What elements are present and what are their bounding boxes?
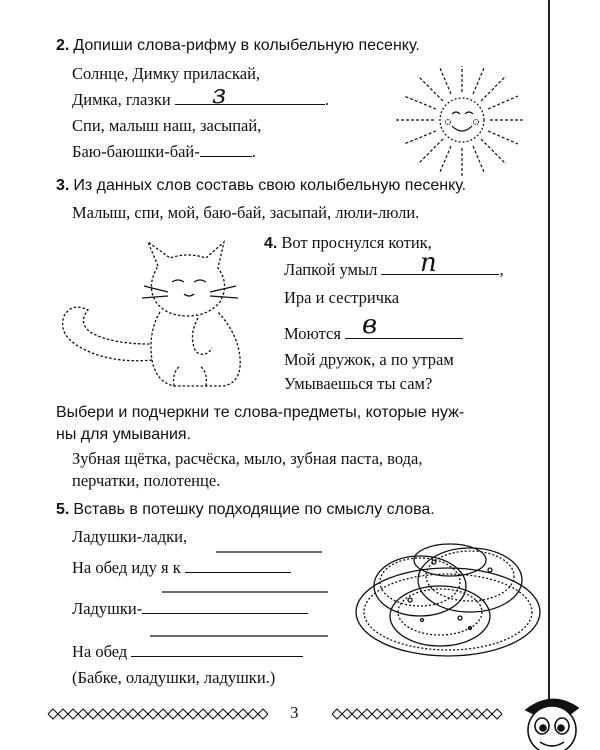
task-4-number: 4. (264, 235, 278, 252)
task-3-words: Малыш, спи, мой, баю-бай, засыпай, люли-люли. (72, 203, 420, 222)
task-5-line-3-text: Ладушки- (72, 599, 143, 618)
handwritten-letter-p: п (420, 248, 437, 278)
task-4-line-4-text: Моются (284, 324, 341, 343)
pancakes-illustration (350, 520, 550, 670)
task-2-number: 2. (56, 37, 70, 54)
task-4-instruction-line-1: Выбери и подчеркни те слова-предметы, которые нуж- (56, 404, 465, 421)
task-3-instruction: Из данных слов составь свою колыбельную песенку. (73, 177, 467, 194)
handwritten-letter-v: в (362, 310, 378, 340)
page-number: 3 (290, 703, 299, 722)
task-5-hint: (Бабке, оладушки, ладушки.) (72, 668, 276, 687)
task-4-line-3: Ира и сестричка (284, 288, 400, 307)
task-4-line-1-text: Вот проснулся котик, (281, 233, 432, 252)
task-4-line-5: Мой дружок, а по утрам (284, 350, 454, 369)
task-5-line-2-text: На обед иду я к (72, 558, 181, 577)
footer-ornament (0, 700, 600, 750)
task-5-number: 5. (56, 501, 70, 518)
task-4-line-2-text: Лапкой умыл (284, 260, 378, 279)
task-3-number: 3. (56, 177, 70, 194)
task-2-line-2-end: . (324, 90, 329, 109)
handwritten-letter-z: з (212, 80, 227, 110)
task-5-line-4-text: На обед (72, 642, 128, 661)
task-4-line-6: Умываешься ты сам? (284, 374, 433, 393)
task-2-line-4-end: . (251, 142, 256, 161)
task-2-instruction: Допиши слова-рифму в колыбельную песенку. (73, 37, 420, 54)
task-4-instruction-line-2: ны для умывания. (56, 426, 191, 443)
task-2-line-2-text: Димка, глазки (72, 90, 171, 109)
task-4-items-line-1: Зубная щётка, расчёска, мыло, зубная паста, вода, (72, 449, 423, 468)
task-2-line-3: Спи, малыш наш, засыпай, (72, 116, 262, 135)
task-4-line-2-end: , (499, 260, 504, 279)
task-5-line-1: Ладушки-ладки, (72, 527, 188, 546)
task-2-line-1: Солнце, Димку приласкай, (72, 64, 261, 83)
mascot-illustration (512, 690, 598, 750)
task-5-instruction: Вставь в потешку подходящие по смыслу слова. (73, 501, 435, 518)
task-4-items-line-2: перчатки, полотенце. (72, 471, 221, 490)
task-2-line-4-text: Баю-баюшки-бай- (72, 142, 200, 161)
